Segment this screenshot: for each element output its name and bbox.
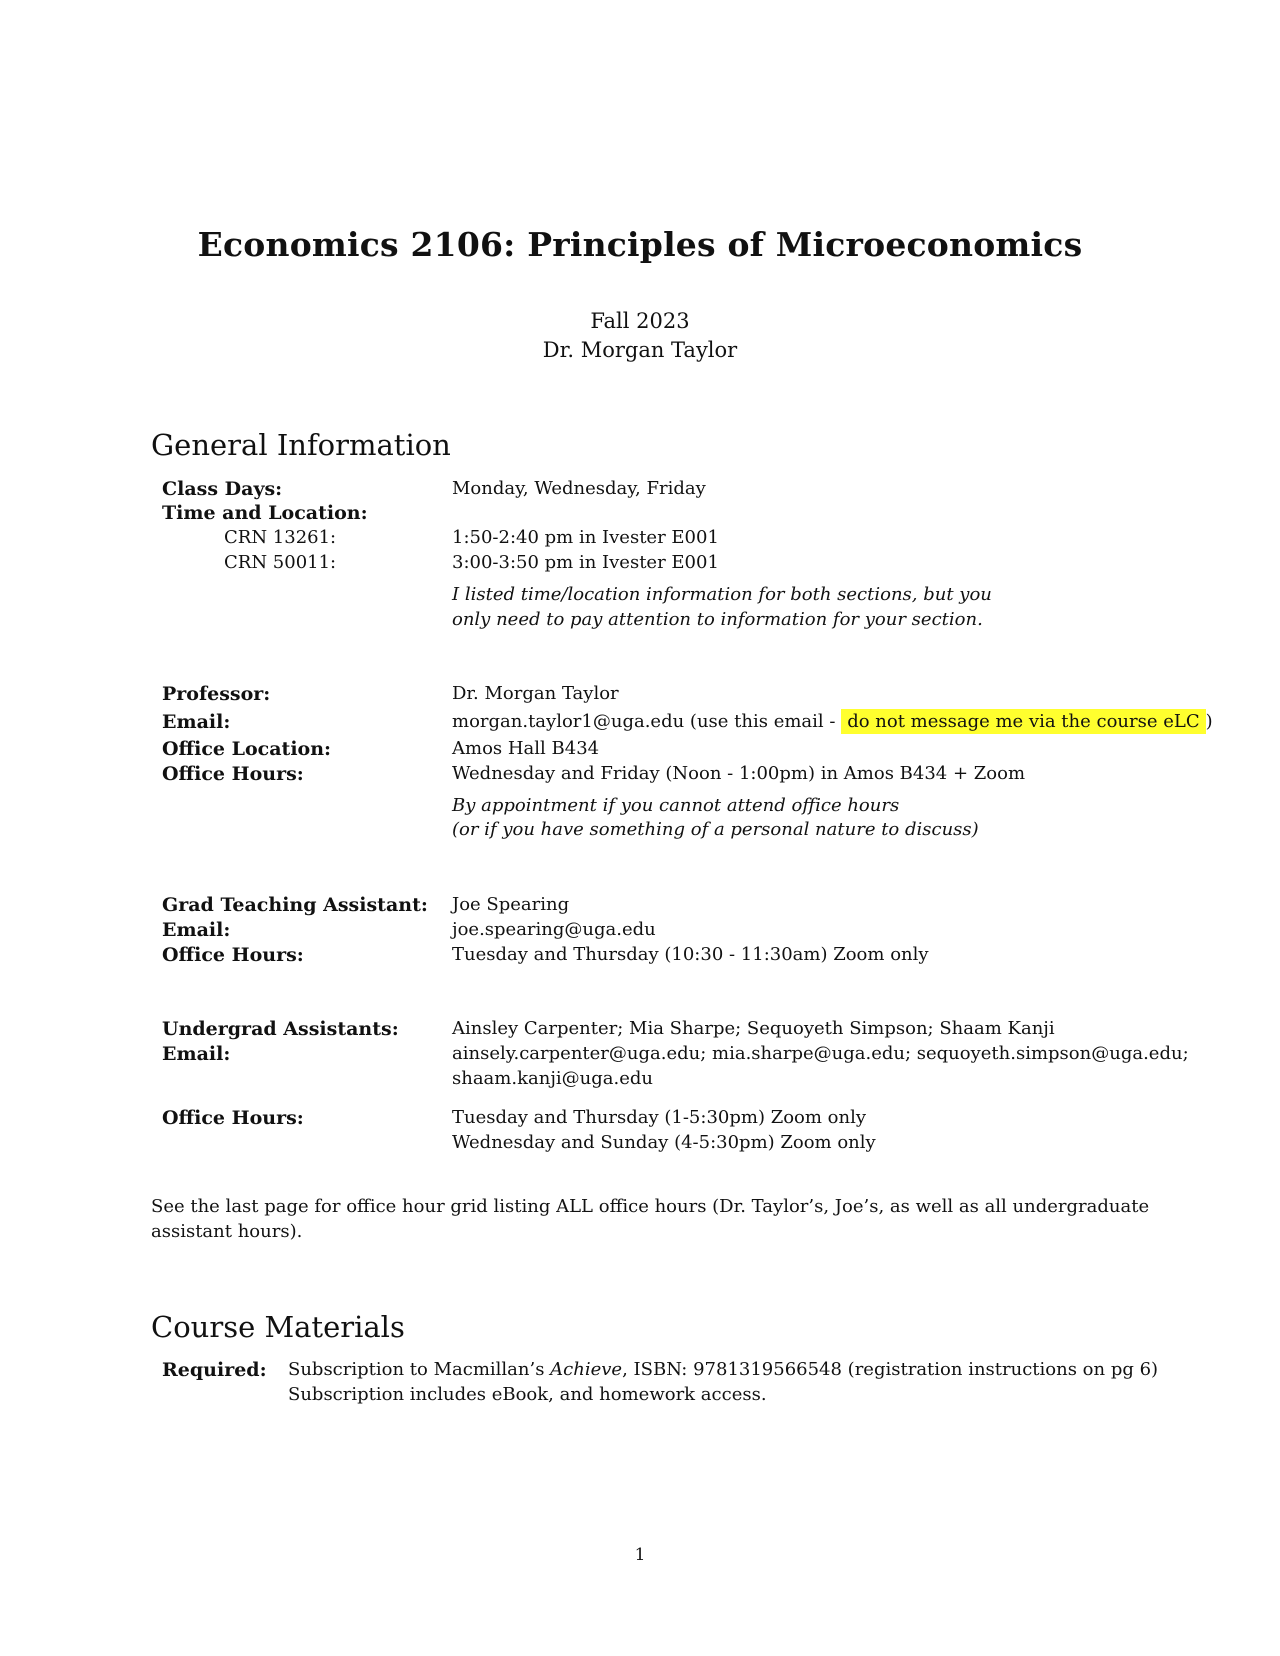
appointment-note: By appointment if you cannot attend office hours [452,795,900,816]
materials-text: , ISBN: 9781319566548 (registration instructions on pg 6) [622,1359,1159,1380]
crn-time: 3:00-3:50 pm in Ivester E001 [452,552,719,573]
section-heading-materials: Course Materials [151,1310,405,1344]
class-days-label: Class Days: [162,478,283,500]
email-close-paren: ) [1205,711,1213,732]
required-label: Required: [162,1359,267,1381]
ua-emails[interactable]: shaam.kanji@uga.edu [452,1068,653,1089]
office-hours-value: Wednesday and Friday (Noon - 1:00pm) in Amos B434 + Zoom [452,763,1026,784]
achieve-title: Achieve [550,1359,623,1380]
section-note: only need to pay attention to information for your section. [452,609,983,630]
gta-email[interactable]: joe.spearing@uga.edu [452,919,656,940]
ua-office-hours: Tuesday and Thursday (1-5:30pm) Zoom only [452,1107,867,1128]
instructor-line: Dr. Morgan Taylor [542,338,738,362]
page-number: 1 [634,1545,646,1565]
office-location-label: Office Location: [162,738,332,760]
document-title: Economics 2106: Principles of Microeconomics [197,225,1083,264]
required-materials-line: Subscription includes eBook, and homework access. [288,1384,767,1405]
required-materials-line [288,1359,1158,1380]
ua-email-label: Email: [162,1043,231,1065]
ua-office-hours: Wednesday and Sunday (4-5:30pm) Zoom only [452,1132,876,1153]
office-hour-grid-note: See the last page for office hour grid listing ALL office hours (Dr. Taylor’s, Joe’s, as well as all undergraduate [151,1196,1150,1217]
crn-time: 1:50-2:40 pm in Ivester E001 [452,527,719,548]
appointment-note: (or if you have something of a personal nature to discuss) [452,819,979,840]
ua-names: Ainsley Carpenter; Mia Sharpe; Sequoyeth Simpson; Shaam Kanji [452,1018,1055,1039]
gta-office-hours-label: Office Hours: [162,944,304,966]
email-label: Email: [162,711,231,733]
elc-warning-highlight: do not message me via the course eLC [841,709,1205,734]
professor-name: Dr. Morgan Taylor [452,683,619,704]
section-note: I listed time/location information for both sections, but you [452,584,992,605]
ua-office-hours-label: Office Hours: [162,1107,304,1129]
gta-label: Grad Teaching Assistant: [162,894,428,916]
professor-email [452,711,1213,732]
crn-label: CRN 50011: [224,552,337,573]
gta-name: Joe Spearing [452,894,570,915]
gta-email-label: Email: [162,919,231,941]
time-location-label: Time and Location: [162,502,368,524]
office-hours-label: Office Hours: [162,763,304,785]
office-hour-grid-note: assistant hours). [151,1221,303,1242]
class-days-value: Monday, Wednesday, Friday [452,478,706,499]
gta-office-hours: Tuesday and Thursday (10:30 - 11:30am) Zoom only [452,944,929,965]
office-location-value: Amos Hall B434 [452,738,600,759]
section-heading-general: General Information [151,428,451,462]
professor-email-text[interactable]: morgan.taylor1@uga.edu (use this email - [452,711,842,732]
ua-emails[interactable]: ainsely.carpenter@uga.edu; mia.sharpe@uga.edu; sequoyeth.simpson@uga.edu; [452,1043,1189,1064]
term: Fall 2023 [590,309,690,333]
crn-label: CRN 13261: [224,527,337,548]
materials-text: Subscription to Macmillan’s [288,1359,551,1380]
professor-label: Professor: [162,683,271,705]
ua-label: Undergrad Assistants: [162,1018,399,1040]
